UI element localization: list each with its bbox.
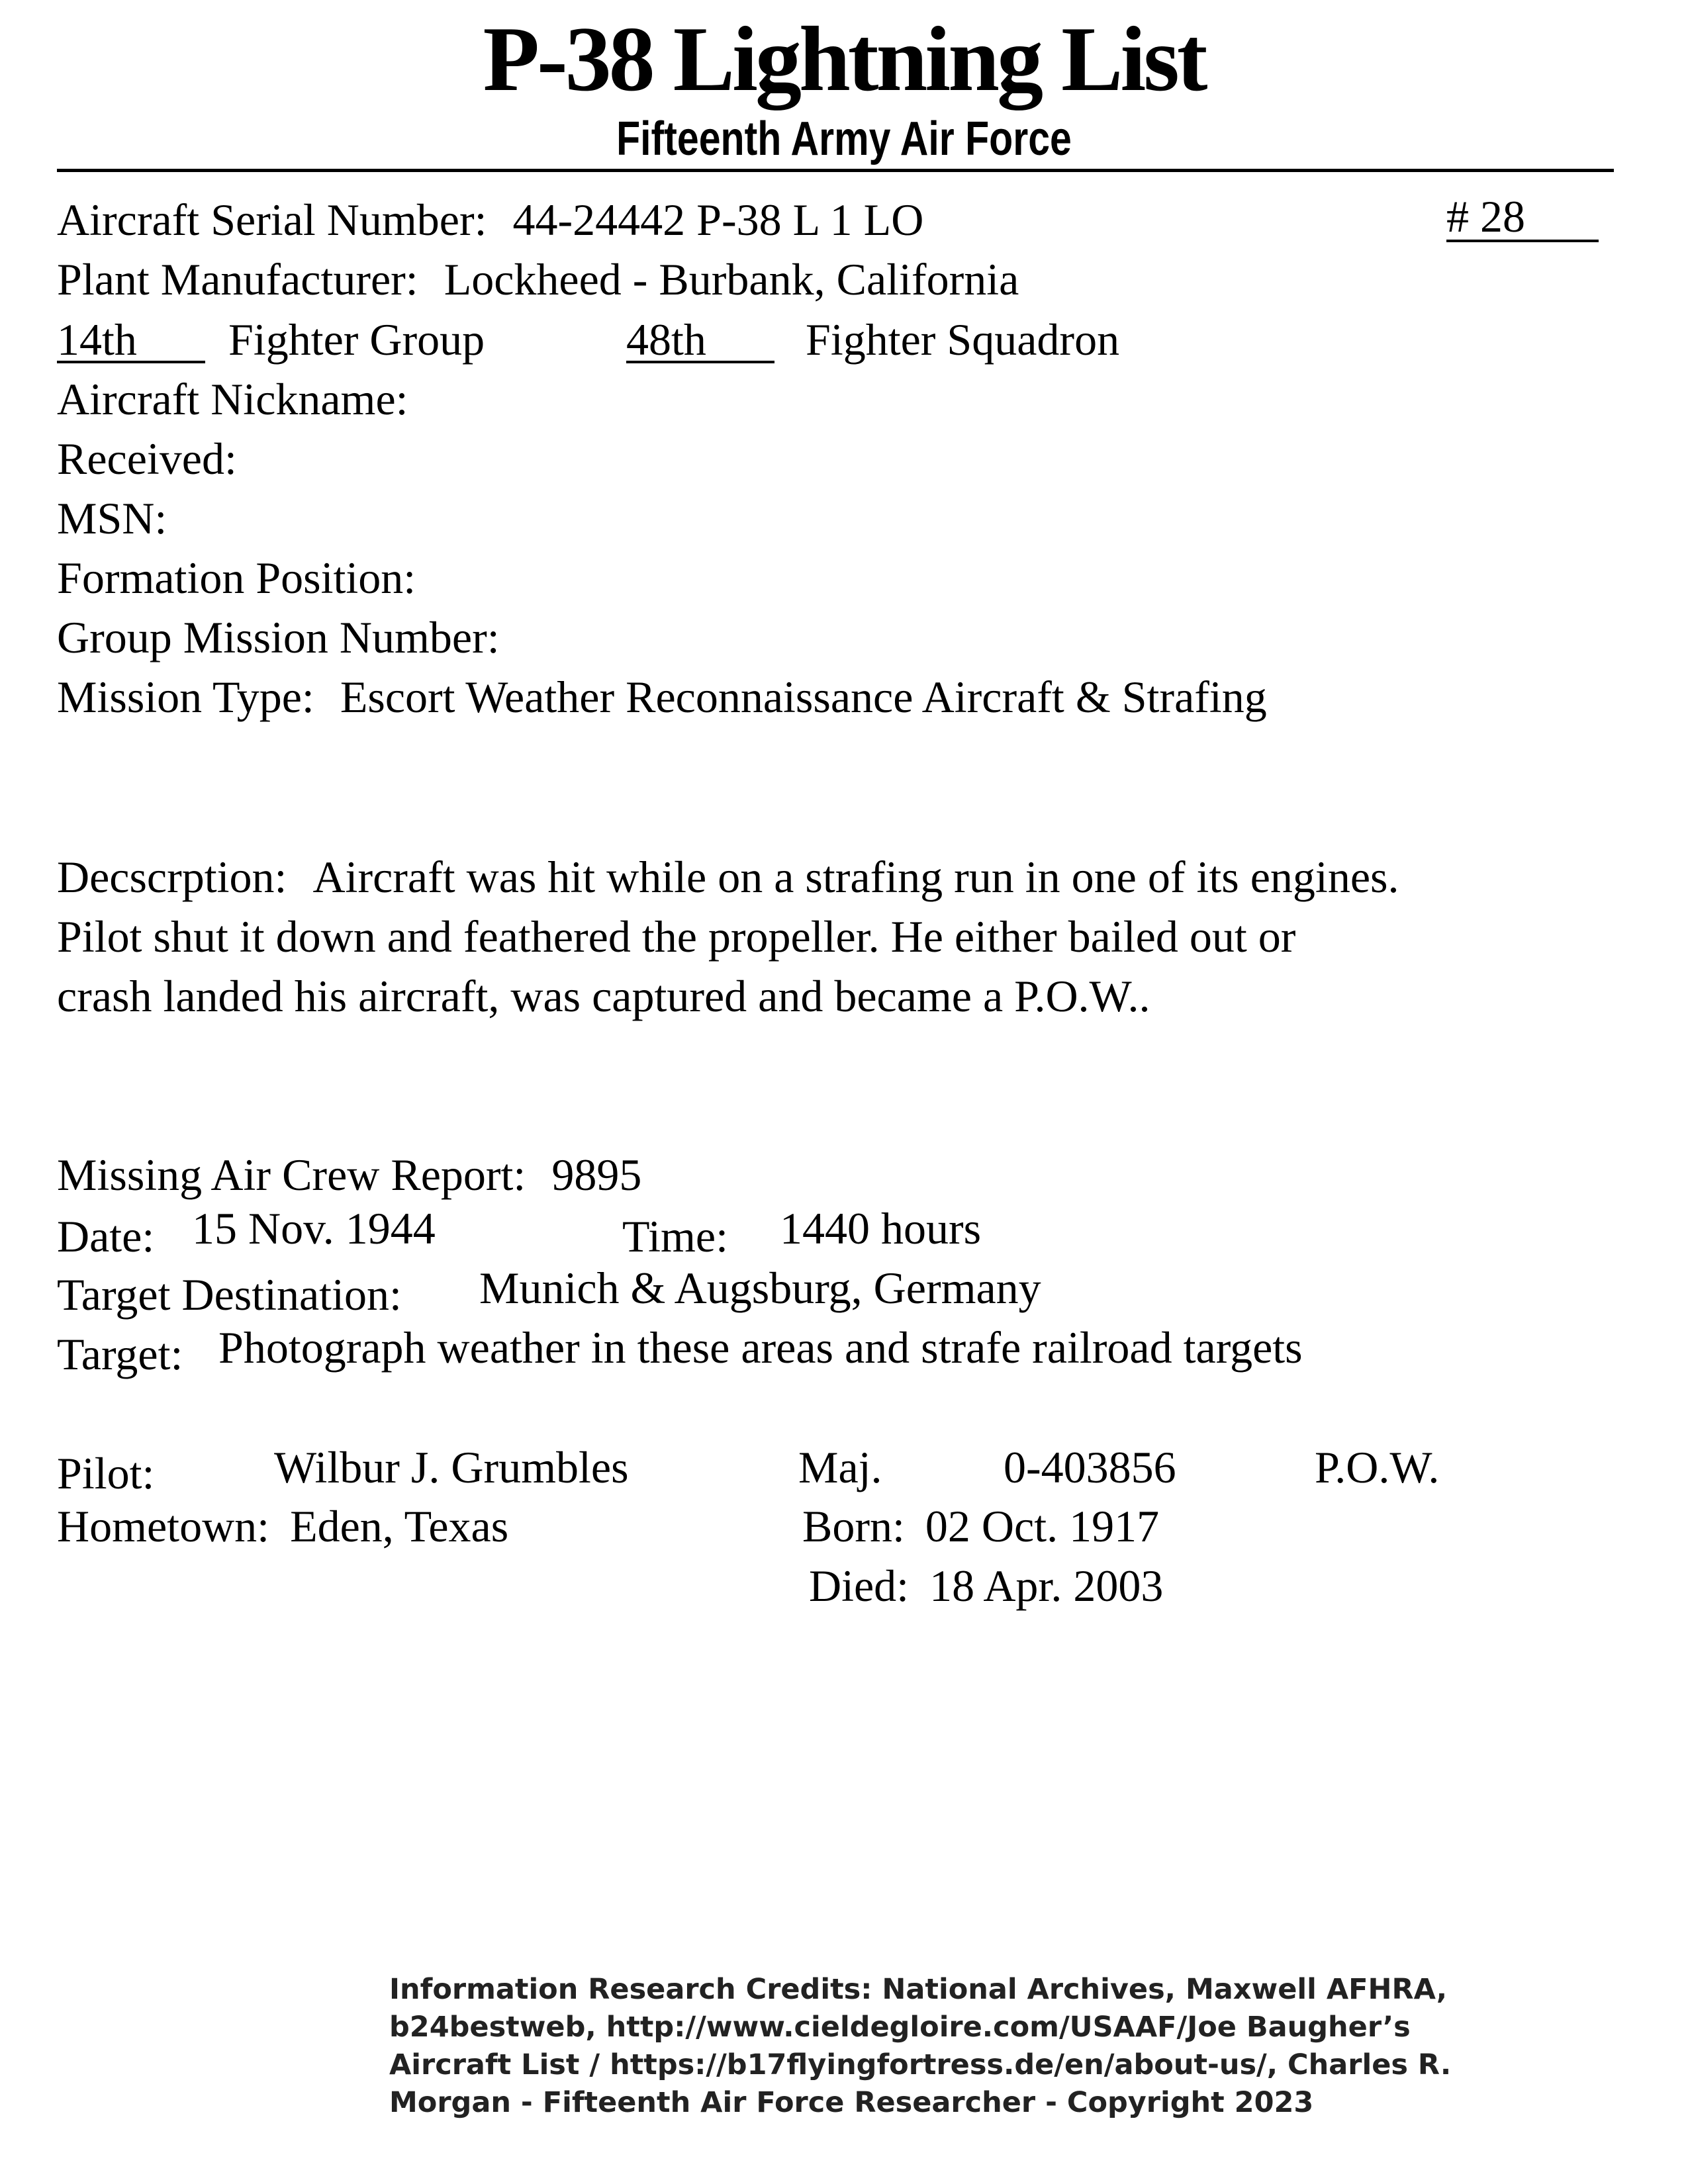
description-line-1 — [57, 850, 1399, 903]
pilot-label: Pilot: — [57, 1448, 155, 1498]
serial-number-label: Aircraft Serial Number: — [57, 195, 487, 245]
credits-line-2: b24bestweb, http://www.cieldegloire.com/USAAF/Joe Baugher’s — [389, 2011, 1411, 2044]
plant-manufacturer-row — [57, 253, 1019, 306]
target-label: Target: — [57, 1329, 183, 1379]
fighter-group-label: Fighter Group — [228, 314, 485, 365]
born-row — [802, 1500, 1159, 1553]
macr-row — [57, 1148, 641, 1201]
hometown-label: Hometown: — [57, 1501, 270, 1551]
target-value: Photograph weather in these areas and strafe railroad targets — [218, 1322, 1303, 1373]
mission-type-label: Mission Type: — [57, 672, 314, 722]
serial-number-value: 44-24442 P-38 L 1 LO — [512, 195, 924, 245]
page-subtitle: Fifteenth Army Air Force — [616, 113, 1072, 165]
description-line-2: Pilot shut it down and feathered the propeller. He either bailed out or — [57, 911, 1296, 962]
msn-label: MSN: — [57, 493, 167, 543]
page-title: P-38 Lightning List — [483, 8, 1205, 111]
date-label: Date: — [57, 1211, 155, 1261]
hometown-row — [57, 1500, 508, 1553]
hometown-value: Eden, Texas — [290, 1501, 509, 1551]
born-label: Born: — [802, 1501, 905, 1551]
research-credits — [389, 1971, 1451, 2122]
plant-manufacturer-value: Lockheed - Burbank, California — [444, 254, 1019, 304]
description-text-1: Aircraft was hit while on a strafing run in one of its engines. — [312, 852, 1399, 902]
macr-value: 9895 — [551, 1150, 642, 1200]
pilot-rank: Maj. — [798, 1442, 882, 1492]
serial-number-row — [57, 193, 923, 246]
died-row — [809, 1559, 1163, 1612]
aircraft-nickname-label: Aircraft Nickname: — [57, 374, 408, 424]
mission-type-value: Escort Weather Reconnaissance Aircraft & Strafing — [340, 672, 1267, 722]
fighter-squadron-label: Fighter Squadron — [806, 314, 1120, 365]
mission-type-row — [57, 670, 1267, 723]
list-number: # 28 — [1446, 193, 1599, 242]
target-destination-label: Target Destination: — [57, 1269, 402, 1320]
fighter-squadron-value: 48th — [626, 318, 774, 363]
header-divider — [57, 169, 1614, 172]
target-destination-value: Munich & Augsburg, Germany — [479, 1263, 1041, 1313]
died-label: Died: — [809, 1561, 910, 1611]
time-value: 1440 hours — [780, 1203, 982, 1253]
received-label: Received: — [57, 433, 237, 484]
fighter-squadron-row — [626, 313, 1119, 366]
credits-line-4: Morgan - Fifteenth Air Force Researcher - Copyright 2023 — [389, 2086, 1314, 2119]
died-value: 18 Apr. 2003 — [929, 1561, 1164, 1611]
plant-manufacturer-label: Plant Manufacturer: — [57, 254, 418, 304]
fighter-group-row — [57, 313, 485, 366]
pilot-status: P.O.W. — [1315, 1442, 1440, 1492]
macr-label: Missing Air Crew Report: — [57, 1150, 526, 1200]
formation-position-label: Formation Position: — [57, 553, 416, 603]
group-mission-number-label: Group Mission Number: — [57, 612, 500, 662]
pilot-service-number: 0-403856 — [1004, 1442, 1176, 1492]
description-line-3: crash landed his aircraft, was captured and became a P.O.W.. — [57, 971, 1150, 1021]
date-value: 15 Nov. 1944 — [192, 1203, 436, 1253]
time-label: Time: — [622, 1211, 729, 1261]
born-value: 02 Oct. 1917 — [925, 1501, 1160, 1551]
pilot-name: Wilbur J. Grumbles — [274, 1442, 629, 1492]
fighter-group-value: 14th — [57, 318, 205, 363]
credits-line-1: Information Research Credits: National Archives, Maxwell AFHRA, — [389, 1973, 1448, 2006]
credits-line-3: Aircraft List / https://b17flyingfortress.de/en/about-us/, Charles R. — [389, 2048, 1452, 2081]
description-label: Decscrption: — [57, 852, 287, 902]
